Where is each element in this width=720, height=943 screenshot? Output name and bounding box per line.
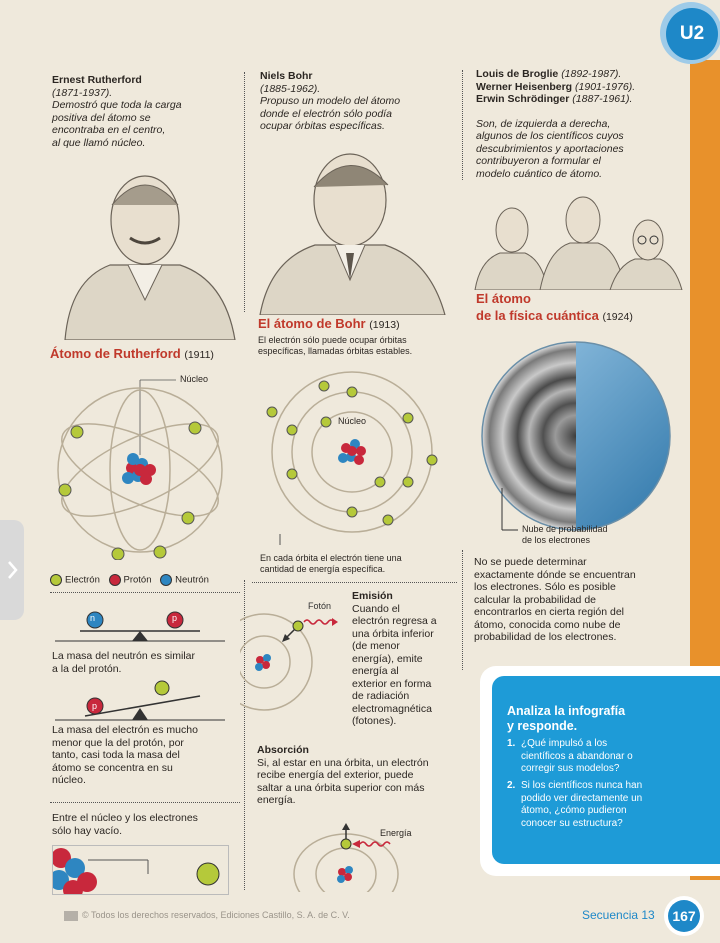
absorption-text xyxy=(257,744,457,807)
bohr-desc-3: ocupar órbitas específicas. xyxy=(260,120,385,132)
divider xyxy=(462,70,463,180)
proton-symbol: p xyxy=(172,613,178,623)
divider xyxy=(244,72,245,312)
quantum-desc-line: Son, de izquierda a derecha, xyxy=(476,117,611,130)
divider xyxy=(50,802,240,803)
quantum-model-name-2: de la física cuántica xyxy=(476,308,599,323)
photon-label: Fotón xyxy=(308,601,332,611)
emission-line: de radiación xyxy=(352,690,410,702)
question-2-line: Si los científicos nunca han xyxy=(521,780,643,791)
activity-box xyxy=(492,676,720,864)
balance-electron-proton xyxy=(50,678,230,723)
divider xyxy=(50,592,240,593)
mass-text-3-line: sólo hay vacío. xyxy=(52,824,123,837)
mass-text-2-line: La masa del electrón es mucho xyxy=(52,724,198,736)
bohr-nucleus-label: Núcleo xyxy=(338,416,367,426)
electron-dot xyxy=(154,546,166,558)
rutherford-model-title xyxy=(50,346,214,361)
vacuum-illustration xyxy=(52,845,229,895)
quantum-note-line: los electrones. Sólo es posible xyxy=(474,581,616,593)
question-2-line: átomo, ¿cómo pudieron xyxy=(521,805,627,816)
rutherford-desc-3: encontraba en el centro, xyxy=(52,124,166,136)
proton-legend-dot xyxy=(109,574,121,586)
bohr-orbit-note xyxy=(260,553,402,575)
bohr-atom-diagram xyxy=(260,370,450,550)
quantum-desc-line: algunos de los científicos cuyos xyxy=(476,130,624,142)
quantum-desc-line: modelo cuántico de átomo. xyxy=(476,167,603,180)
quantum-note-line: exactamente dónde se encuentran xyxy=(474,568,636,581)
mass-text-1-line: a la del protón. xyxy=(52,662,122,675)
footer-copyright xyxy=(64,910,350,921)
rutherford-model-name: Átomo de Rutherford xyxy=(50,346,181,361)
legend-proton: Protón xyxy=(123,574,152,586)
question-2-line: conocer su estructura? xyxy=(521,817,623,829)
rutherford-desc-4: al que llamó núcleo. xyxy=(52,136,146,149)
bohr-years: (1885-1962). xyxy=(260,82,321,95)
quantum-model-title xyxy=(476,290,633,326)
bohr-info xyxy=(260,70,450,133)
bohr-model-year: (1913) xyxy=(369,319,400,331)
quantum-scientist-3: Erwin Schrödinger (1887-1961). xyxy=(476,93,633,105)
legend-electron: Electrón xyxy=(65,574,100,586)
emission-text xyxy=(352,590,457,728)
question-2-number: 2. xyxy=(507,780,516,791)
emission-line: (fotones). xyxy=(352,715,397,727)
rutherford-portrait xyxy=(50,160,240,340)
electron-dot xyxy=(189,422,201,434)
bohr-model-desc-line: específicas, llamadas órbitas estables. xyxy=(258,346,413,356)
quantum-note-line: encontrarlos en cierta región del xyxy=(474,606,625,618)
question-1-line: ¿Qué impulsó a los xyxy=(521,738,608,749)
emission-line: una órbita inferior xyxy=(352,627,434,640)
quantum-note-line: probabilidad de los electrones. xyxy=(474,631,617,643)
activity-title-line: Analiza la infografía xyxy=(507,704,626,718)
absorption-line: energía. xyxy=(257,794,296,806)
emission-diagram xyxy=(240,600,350,720)
emission-title: Emisión xyxy=(352,590,393,602)
quantum-note-line: calcular la probabilidad de xyxy=(474,593,596,606)
question-2-line: podido ver directamente un xyxy=(521,792,643,804)
legend xyxy=(50,574,209,586)
quantum-model-year: (1924) xyxy=(602,311,633,323)
neutron-symbol: n xyxy=(90,613,96,623)
emission-line: (de menor xyxy=(352,640,400,652)
mass-text-2 xyxy=(52,724,242,787)
quantum-desc-line: descubrimientos y aportaciones xyxy=(476,142,624,155)
quantum-scientist-2: Werner Heisenberg (1901-1976). xyxy=(476,80,636,93)
quantum-info xyxy=(476,68,686,180)
question-1-line: corregir sus modelos? xyxy=(521,763,620,774)
mass-text-1-line: La masa del neutrón es similar xyxy=(52,650,195,662)
bohr-model-name: El átomo de Bohr xyxy=(258,316,366,331)
quantum-scientists-portraits xyxy=(470,195,685,290)
chevron-right-icon xyxy=(0,520,24,620)
mass-text-1 xyxy=(52,650,242,675)
electron-cloud-diagram xyxy=(472,338,682,538)
absorption-line: saltar a una órbita superior con más xyxy=(257,781,425,794)
rutherford-nucleus-label: Núcleo xyxy=(180,374,209,384)
mass-text-2-line: átomo se concentra en su xyxy=(52,761,173,774)
question-2 xyxy=(507,780,642,830)
page-number: 167 xyxy=(668,900,700,932)
activity-title xyxy=(507,704,625,734)
bohr-model-desc-line: El electrón sólo puede ocupar órbitas xyxy=(258,335,407,345)
electron-dot xyxy=(112,548,124,560)
nucleus xyxy=(122,453,156,485)
emission-line: Cuando el xyxy=(352,602,400,615)
question-1-line: científicos a abandonar o xyxy=(521,750,633,762)
cloud-label xyxy=(522,524,608,546)
mass-text-2-line: menor que la del protón, por xyxy=(52,736,184,749)
cloud-label-line: Nube de probabilidad xyxy=(522,524,608,534)
bohr-name: Niels Bohr xyxy=(260,70,313,82)
absorption-title: Absorción xyxy=(257,744,309,756)
mass-text-3 xyxy=(52,812,242,837)
quantum-note-line: No se puede determinar xyxy=(474,556,587,568)
rutherford-desc-2: positiva del átomo se xyxy=(52,111,151,124)
rutherford-name: Ernest Rutherford xyxy=(52,74,142,86)
cloud-label-line: de los electrones xyxy=(522,535,591,545)
bohr-model-desc xyxy=(258,335,412,357)
page-nav-tab[interactable] xyxy=(0,520,24,620)
energy-label: Energía xyxy=(380,828,412,838)
electron-legend-dot xyxy=(50,574,62,586)
emission-line: exterior en forma xyxy=(352,677,432,690)
quantum-model-name-1: El átomo xyxy=(476,291,531,306)
copyright-text: © Todos los derechos reservados, Ediciones Castillo, S. A. de C. V. xyxy=(82,910,350,920)
legend-neutron: Neutrón xyxy=(175,574,209,586)
nucleus xyxy=(338,439,366,465)
electron-dot xyxy=(182,512,194,524)
rutherford-atom-diagram xyxy=(40,370,240,560)
question-1 xyxy=(507,738,633,776)
electron-dot xyxy=(59,484,71,496)
divider xyxy=(252,582,457,583)
activity-title-line: y responde. xyxy=(507,719,578,733)
emission-line: electromagnética xyxy=(352,702,432,715)
balance-neutron-proton xyxy=(50,605,230,645)
emission-line: energía), emite xyxy=(352,652,423,665)
mass-text-2-line: núcleo. xyxy=(52,774,86,786)
rutherford-years: (1871-1937). xyxy=(52,86,113,99)
emission-line: energía al xyxy=(352,665,399,677)
quantum-note-line: átomo, conocida como nube de xyxy=(474,618,621,631)
absorption-line: Si, al estar en una órbita, un electrón xyxy=(257,756,429,769)
emission-line: electrón regresa a xyxy=(352,615,437,627)
divider xyxy=(462,550,463,670)
bohr-portrait xyxy=(250,145,450,315)
rutherford-model-year: (1911) xyxy=(184,349,214,361)
publisher-logo-icon xyxy=(64,911,78,921)
bohr-desc-1: Propuso un modelo del átomo xyxy=(260,95,401,107)
electron-dot xyxy=(71,426,83,438)
footer-sequence: Secuencia 13 xyxy=(582,908,655,922)
absorption-line: recibe energía del exterior, puede xyxy=(257,769,414,781)
mass-text-2-line: tanto, casi toda la masa del xyxy=(52,749,180,761)
rutherford-desc-1: Demostró que toda la carga xyxy=(52,99,182,111)
rutherford-info xyxy=(52,74,242,149)
bohr-orbit-note-line: cantidad de energía específica. xyxy=(260,564,386,574)
proton-symbol-2: p xyxy=(92,701,98,711)
unit-badge-inner: U2 xyxy=(666,8,718,60)
quantum-scientist-1: Louis de Broglie (1892-1987). xyxy=(476,68,622,80)
bohr-model-title xyxy=(258,316,400,331)
quantum-note xyxy=(474,556,684,644)
bohr-orbit-note-line: En cada órbita el electrón tiene una xyxy=(260,553,402,563)
bohr-desc-2: donde el electrón sólo podía xyxy=(260,107,392,120)
question-1-number: 1. xyxy=(507,738,516,749)
quantum-desc-line: contribuyeron a formular el xyxy=(476,155,601,167)
mass-text-3-line: Entre el núcleo y los electrones xyxy=(52,812,198,824)
neutron-legend-dot xyxy=(160,574,172,586)
